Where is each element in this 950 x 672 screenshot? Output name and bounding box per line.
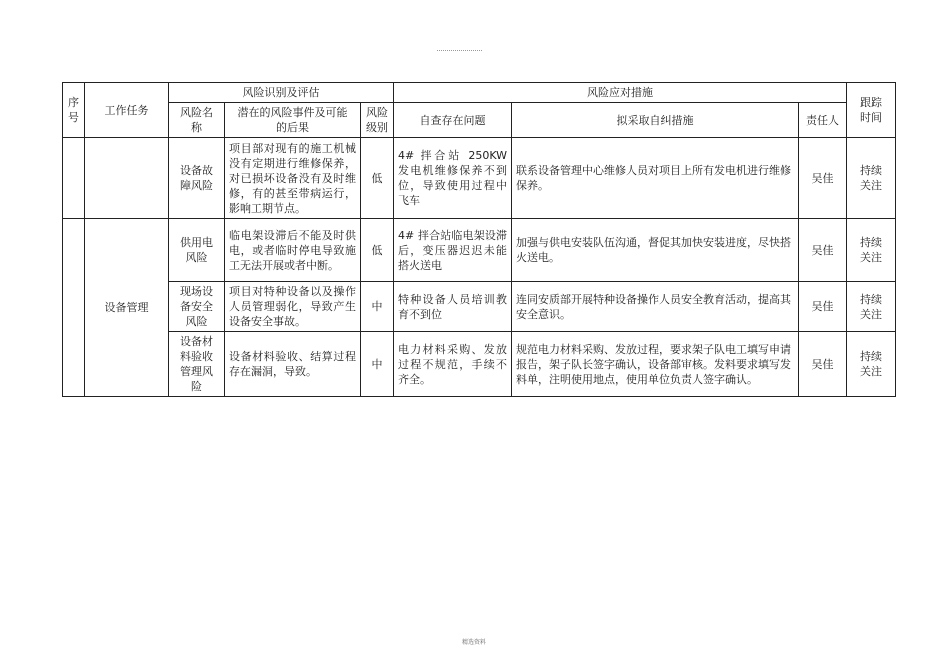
table-row (63, 332, 896, 397)
risk-level-cell: 低 (361, 138, 394, 219)
measure-cell: 连同安质部开展特种设备操作人员安全教育活动，提高其安全意识。 (512, 282, 799, 332)
risk-name-cell: 供用电 风险 (169, 219, 225, 282)
self-check-cell: 电力材料采购、发放过程不规范，手续不齐全。 (394, 332, 512, 397)
owner-cell: 吴佳 (799, 138, 847, 219)
track-cell: 持续 关注 (847, 138, 896, 219)
measure-cell: 规范电力材料采购、发放过程，要求架子队电工填写申请报告，架子队长签字确认，设备部审核。发料要求填写发料单，注明使用地点，使用单位负责人签字确认。 (512, 332, 799, 397)
risk-event-cell: 临电架设滞后不能及时供电，或者临时停电导致施工无法开展或者中断。 (225, 219, 361, 282)
owner-cell: 吴佳 (799, 332, 847, 397)
self-check-cell: 特种设备人员培训教育不到位 (394, 282, 512, 332)
track-cell: 持续 关注 (847, 332, 896, 397)
header-risk-event: 潜在的风险事件及可能 的后果 (225, 103, 361, 138)
risk-name-cell: 设备故 障风险 (169, 138, 225, 219)
track-cell: 持续 关注 (847, 282, 896, 332)
header-dotted-line (437, 50, 482, 51)
track-cell: 持续 关注 (847, 219, 896, 282)
risk-level-cell: 低 (361, 219, 394, 282)
risk-event-cell: 项目部对现有的施工机械没有定期进行维修保养，对已损坏设备没有及时维修，有的甚至带病运行，影响工期节点。 (225, 138, 361, 219)
header-group-response: 风险应对措施 (394, 83, 847, 103)
table-row (63, 138, 896, 219)
footer-label: 精选资料 (462, 639, 487, 646)
header-task: 工作任务 (85, 83, 169, 138)
owner-cell: 吴佳 (799, 219, 847, 282)
owner-cell: 吴佳 (799, 282, 847, 332)
table-row (63, 282, 896, 332)
risk-table (62, 82, 896, 397)
measure-cell: 加强与供电安装队伍沟通，督促其加快安装进度，尽快搭火送电。 (512, 219, 799, 282)
risk-event-cell: 项目对特种设备以及操作人员管理弱化，导致产生设备安全事故。 (225, 282, 361, 332)
self-check-cell: 4# 拌合站临电架设滞后，变压器迟迟未能搭火送电 (394, 219, 512, 282)
risk-name-cell: 设备材 料验收 管理风 险 (169, 332, 225, 397)
header-track: 跟踪 时间 (847, 83, 896, 138)
self-check-cell: 4# 拌合站 250KW 发电机维修保养不到位，导致使用过程中飞车 (394, 138, 512, 219)
task-cell-equipment: 设备管理 (85, 219, 169, 397)
table-row (63, 219, 896, 282)
header-seq: 序 号 (63, 83, 85, 138)
seq-cell (63, 138, 85, 219)
header-risk-level: 风险 级别 (361, 103, 394, 138)
risk-level-cell: 中 (361, 282, 394, 332)
seq-cell (63, 219, 85, 397)
header-group-identify: 风险识别及评估 (169, 83, 394, 103)
risk-name-cell: 现场设 备安全 风险 (169, 282, 225, 332)
risk-level-cell: 中 (361, 332, 394, 397)
header-self-check: 自查存在问题 (394, 103, 512, 138)
header-owner: 责任人 (799, 103, 847, 138)
task-cell (85, 138, 169, 219)
header-risk-name: 风险名 称 (169, 103, 225, 138)
header-measures: 拟采取自纠措施 (512, 103, 799, 138)
measure-cell: 联系设备管理中心维修人员对项目上所有发电机进行维修保养。 (512, 138, 799, 219)
risk-event-cell: 设备材料验收、结算过程存在漏洞，导致。 (225, 332, 361, 397)
